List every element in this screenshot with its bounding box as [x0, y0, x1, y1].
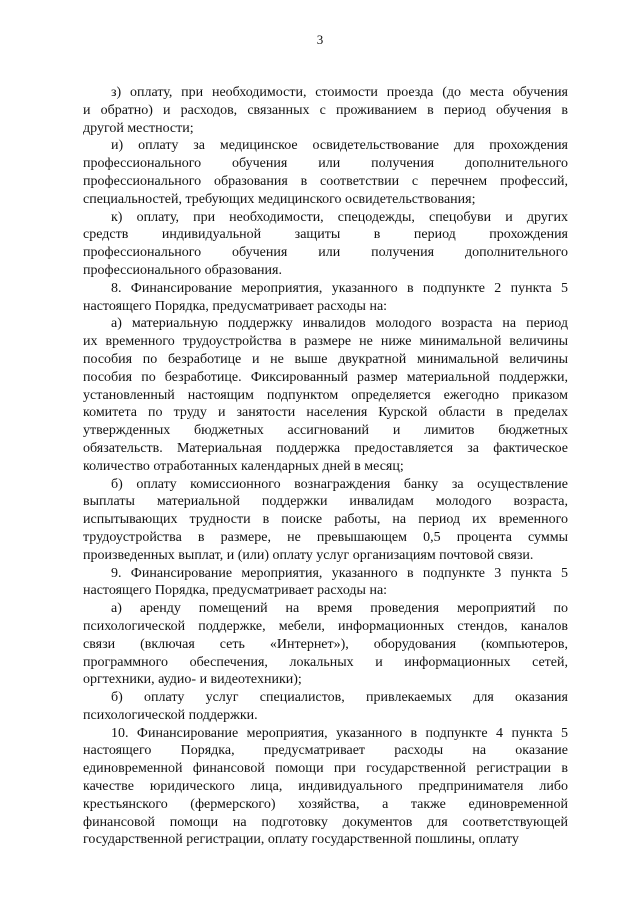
text-line: профессионального образования в соответствии с перечнем профессий, [83, 173, 568, 189]
paragraph-p9a [83, 600, 568, 689]
text-line: качестве юридического лица, индивидуального предпринимателя либо [83, 779, 568, 795]
text-line: специальностей, требующих медицинского освидетельствования; [83, 191, 476, 207]
text-line: б) оплату комиссионного вознаграждения банку за осуществление [111, 476, 568, 492]
text-line: настоящего Порядка, предусматривает расходы на: [83, 298, 388, 314]
text-line: установленный настоящим подпунктом определяется ежегодно приказом [83, 387, 568, 403]
text-line: к) оплату, при необходимости, спецодежды, спецобуви и других [111, 209, 568, 225]
text-line: психологической поддержке, мебели, информационных стендов, каналов [83, 618, 568, 634]
text-line: другой местности; [83, 120, 194, 136]
text-line: их временного трудоустройства в размере не ниже минимальной величины [83, 334, 568, 350]
text-line: обязательств. Материальная поддержка предоставляется за фактическое [83, 440, 568, 456]
text-line: финансовой помощи на подготовку документов для соответствующей [83, 814, 568, 830]
text-line: единовременной финансовой помощи при государственной регистрации в [83, 761, 568, 777]
text-line: профессионального обучения или получения дополнительного [83, 245, 568, 261]
text-line: настоящего Порядка, предусматривает расходы на: [83, 583, 388, 599]
paragraph-k [83, 209, 568, 280]
text-line: испытывающих трудности в поиске работы, на период их временного [83, 512, 568, 528]
paragraph-p8b [83, 476, 568, 565]
paragraph-p8a [83, 315, 568, 475]
paragraph-p9b [83, 689, 568, 725]
text-line: оргтехники, аудио- и видеотехники); [83, 672, 302, 688]
paragraph-p8 [83, 280, 568, 316]
text-line: крестьянского (фермерского) хозяйства, а также единовременной [83, 796, 568, 812]
text-line: количество отработанных календарных дней в месяц; [83, 458, 404, 474]
text-line: 9. Финансирование мероприятия, указанного в подпункте 3 пункта 5 [111, 565, 568, 581]
text-line: средств индивидуальной защиты в период прохождения [83, 227, 568, 243]
text-line: а) материальную поддержку инвалидов молодого возраста на период [111, 316, 568, 332]
paragraph-z [83, 84, 568, 137]
text-line: связи (включая сеть «Интернет»), оборудования (компьютеров, [83, 636, 568, 652]
text-line: комитета по труду и занятости населения Курской области в пределах [83, 405, 568, 421]
text-line: государственной регистрации, оплату государственной пошлины, оплату [83, 832, 519, 848]
text-line: 8. Финансирование мероприятия, указанного в подпункте 2 пункта 5 [111, 280, 568, 296]
paragraph-p9 [83, 565, 568, 601]
text-line: психологической поддержки. [83, 707, 258, 723]
text-line: трудоустройства в размере, не превышающем 0,5 процента суммы [83, 529, 568, 545]
document-body [83, 84, 568, 849]
text-line: и обратно) и расходов, связанных с проживанием в период обучения в [83, 102, 568, 118]
paragraph-i [83, 137, 568, 208]
text-line: б) оплату услуг специалистов, привлекаемых для оказания [111, 690, 568, 706]
text-line: произведенных выплат, и (или) оплату услуг организациям почтовой связи. [83, 547, 534, 563]
text-line: 10. Финансирование мероприятия, указанного в подпункте 4 пункта 5 [111, 725, 568, 741]
page-number: 3 [316, 32, 324, 47]
text-line: настоящего Порядка, предусматривает расходы на оказание [83, 743, 568, 759]
text-line: профессионального образования. [83, 262, 282, 278]
text-line: пособия по безработице и не выше двукратной минимальной величины [83, 351, 568, 367]
paragraph-p10 [83, 725, 568, 850]
text-line: программного обеспечения, локальных и информационных сетей, [83, 654, 568, 670]
text-line: пособия по безработице. Фиксированный размер материальной поддержки, [83, 369, 568, 385]
text-line: выплаты материальной поддержки инвалидам молодого возраста, [83, 494, 568, 510]
text-line: утвержденных бюджетных ассигнований и лимитов бюджетных [83, 423, 568, 439]
text-line: и) оплату за медицинское освидетельствование для прохождения [111, 138, 568, 154]
text-line: з) оплату, при необходимости, стоимости проезда (до места обучения [111, 85, 568, 100]
text-line: профессионального обучения или получения дополнительного [83, 156, 568, 172]
text-line: а) аренду помещений на время проведения мероприятий по [111, 601, 568, 617]
